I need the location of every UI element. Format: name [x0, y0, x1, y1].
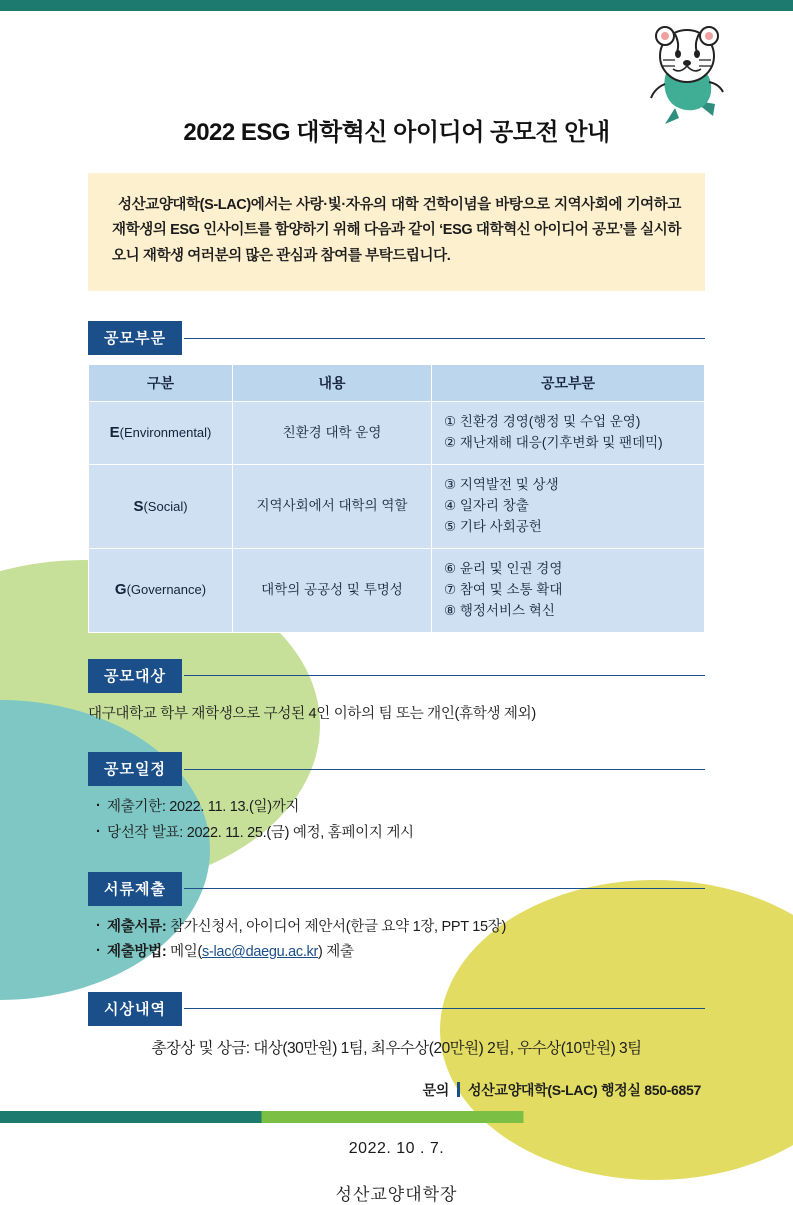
category-letter: S — [133, 497, 144, 515]
table-cell-category — [89, 548, 233, 632]
detail-line: ① 친환경 경영(행정 및 수업 운영) — [444, 414, 641, 430]
table-cell-category — [89, 464, 233, 548]
table-cell-content: 대학의 공공성 및 투명성 — [233, 548, 432, 632]
section-header-entry-categories — [88, 321, 705, 355]
section-rule — [184, 675, 705, 676]
intro-text: 성산교양대학(S-LAC)에서는 사랑·빛·자유의 대학 건학이념을 바탕으로 지역사회에 기여하고 재학생의 ESG 인사이트를 함양하기 위해 다음과 같이 ‘ESG 대학혁신 아이디어 공모’를 실시하오니 재학생 여러분의 많은 관심과 참여를 부탁드립니다. — [112, 197, 681, 264]
bottom-accent-bar — [0, 1111, 793, 1123]
section-header-eligibility — [88, 659, 705, 693]
table-cell-details — [432, 548, 705, 632]
category-word: (Environmental) — [119, 425, 212, 441]
section-rule — [184, 888, 705, 889]
table-row — [89, 464, 705, 548]
list-item — [94, 940, 705, 965]
list-item — [94, 915, 705, 940]
list-item: · 제출기한: 2022. 11. 13.(일)까지 — [94, 795, 705, 820]
page-title: 2022 ESG 대학혁신 아이디어 공모전 안내 — [183, 119, 610, 146]
table-header-cell: 공모부문 — [432, 365, 705, 402]
awards-text: 총장상 및 상금: 대상(30만원) 1팀, 최우수상(20만원) 2팀, 우수상(10만원) 3팀 — [151, 1039, 642, 1057]
table-row — [89, 548, 705, 632]
signature: 성산교양대학장 — [335, 1184, 458, 1204]
email-link[interactable]: s-lac@daegu.ac.kr — [202, 944, 319, 961]
table-cell-content: 지역사회에서 대학의 역할 — [233, 464, 432, 548]
top-accent-bar — [0, 0, 793, 11]
detail-line: ② 재난재해 대응(기후변화 및 팬데믹) — [444, 435, 663, 451]
table-cell-content: 친환경 대학 운영 — [233, 402, 432, 465]
table-cell-details — [432, 464, 705, 548]
table-cell-category — [89, 402, 233, 465]
contact-label: 문의 — [422, 1081, 450, 1098]
table-header-cell: 구분 — [89, 365, 233, 402]
section-tag-eligibility: 공모대상 — [88, 659, 182, 693]
section-tag-entry-categories: 공모부문 — [88, 321, 182, 355]
category-letter: E — [109, 424, 120, 442]
contact-divider — [457, 1082, 460, 1097]
contact-line — [88, 1080, 701, 1100]
schedule-list — [88, 795, 705, 846]
section-tag-submission: 서류제출 — [88, 872, 182, 906]
category-letter: G — [114, 581, 127, 599]
contact-detail: 성산교양대학(S-LAC) 행정실 850-6857 — [468, 1081, 701, 1098]
issue-date: 2022. 10 . 7. — [348, 1139, 445, 1157]
submission-method-label: 제출방법: — [107, 944, 167, 961]
detail-line: ③ 지역발전 및 상생 — [444, 476, 559, 492]
submission-method-suffix: ) 제출 — [318, 944, 354, 961]
category-word: (Governance) — [126, 582, 207, 598]
detail-line: ⑦ 참여 및 소통 확대 — [444, 581, 563, 597]
section-header-schedule — [88, 752, 705, 786]
section-tag-awards: 시상내역 — [88, 992, 182, 1026]
list-item: · 당선작 발표: 2022. 11. 25.(금) 예정, 홈페이지 게시 — [94, 821, 705, 846]
section-rule — [184, 1008, 705, 1009]
section-rule — [184, 769, 705, 770]
table-row — [89, 402, 705, 465]
submission-docs-label: 제출서류: — [107, 918, 167, 935]
detail-line: ④ 일자리 창출 — [444, 497, 529, 513]
table-cell-details — [432, 402, 705, 465]
table-header-cell: 내용 — [233, 365, 432, 402]
table-header-row — [89, 365, 705, 402]
detail-line: ⑥ 윤리 및 인권 경영 — [444, 560, 563, 576]
entry-categories-table — [88, 364, 705, 632]
eligibility-text: 대구대학교 학부 재학생으로 구성된 4인 이하의 팀 또는 개인(휴학생 제외) — [88, 705, 536, 722]
section-header-submission — [88, 872, 705, 906]
tiger-mascot-icon — [635, 20, 745, 130]
detail-line: ⑧ 행정서비스 혁신 — [444, 602, 555, 618]
submission-list — [88, 915, 705, 966]
detail-line: ⑤ 기타 사회공헌 — [444, 518, 542, 534]
category-word: (Social) — [143, 498, 188, 514]
intro-box — [88, 173, 705, 291]
section-tag-schedule: 공모일정 — [88, 752, 182, 786]
submission-docs-text: 참가신청서, 아이디어 제안서(한글 요약 1장, PPT 15장) — [166, 918, 507, 935]
submission-method-prefix: 메일( — [166, 944, 203, 961]
section-header-awards — [88, 992, 705, 1026]
section-rule — [184, 338, 705, 339]
